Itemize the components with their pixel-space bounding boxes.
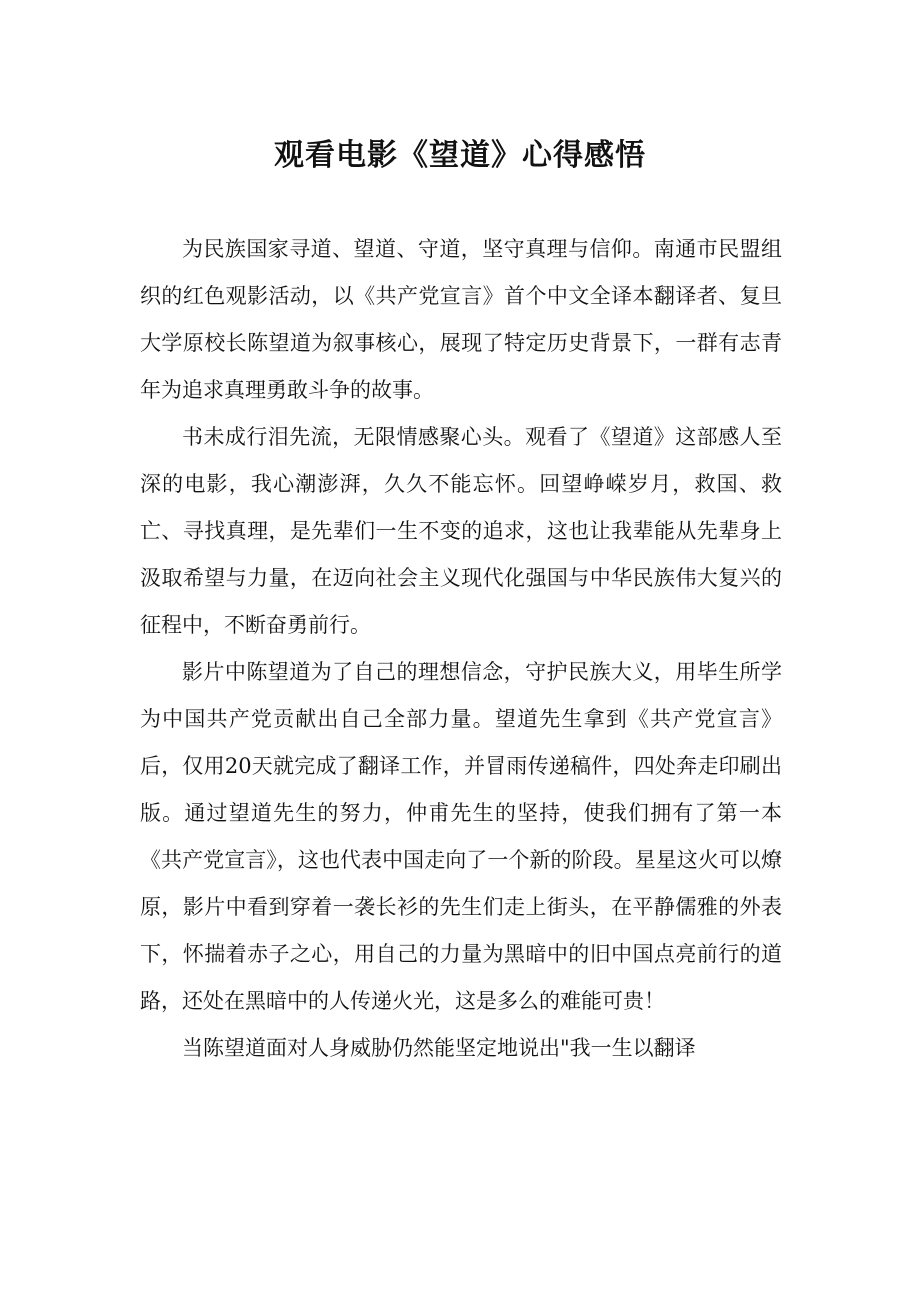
document-body — [140, 226, 782, 1072]
paragraph-2: 书未成行泪先流，无限情感聚心头。观看了《望道》这部感人至深的电影，我心潮澎湃，久久不能忘怀。回望峥嵘岁月，救国、救亡、寻找真理，是先辈们一生不变的追求，这也让我辈能从先辈身上汲取希望与力量，在迈向社会主义现代化强国与中华民族伟大复兴的征程中，不断奋勇前行。 — [140, 425, 782, 637]
paragraph-1: 为民族国家寻道、望道、守道，坚守真理与信仰。南通市民盟组织的红色观影活动，以《共产党宣言》首个中文全译本翻译者、复旦大学原校长陈望道为叙事核心，展现了特定历史背景下，一群有志青年为追求真理勇敢斗争的故事。 — [140, 237, 782, 402]
paragraph-4: 当陈望道面对人身威胁仍然能坚定地说出"我一生以翻译 — [182, 1036, 696, 1060]
paragraph-3: 影片中陈望道为了自己的理想信念，守护民族大义，用毕生所学为中国共产党贡献出自己全部力量。望道先生拿到《共产党宣言》后，仅用20天就完成了翻译工作，并冒雨传递稿件，四处奔走印刷出版。通过望道先生的努力，仲甫先生的坚持，使我们拥有了第一本《共产党宣言》，这也代表中国走向了一个新的阶段。星星这火可以燎原，影片中看到穿着一袭长衫的先生们走上街头，在平静儒雅的外表下，怀揣着赤子之心，用自己的力量为黑暗中的旧中国点亮前行的道路，还处在黑暗中的人传递火光，这是多么的难能可贵！ — [140, 660, 782, 1013]
document-title: 观看电影《望道》心得感悟 — [274, 138, 646, 173]
